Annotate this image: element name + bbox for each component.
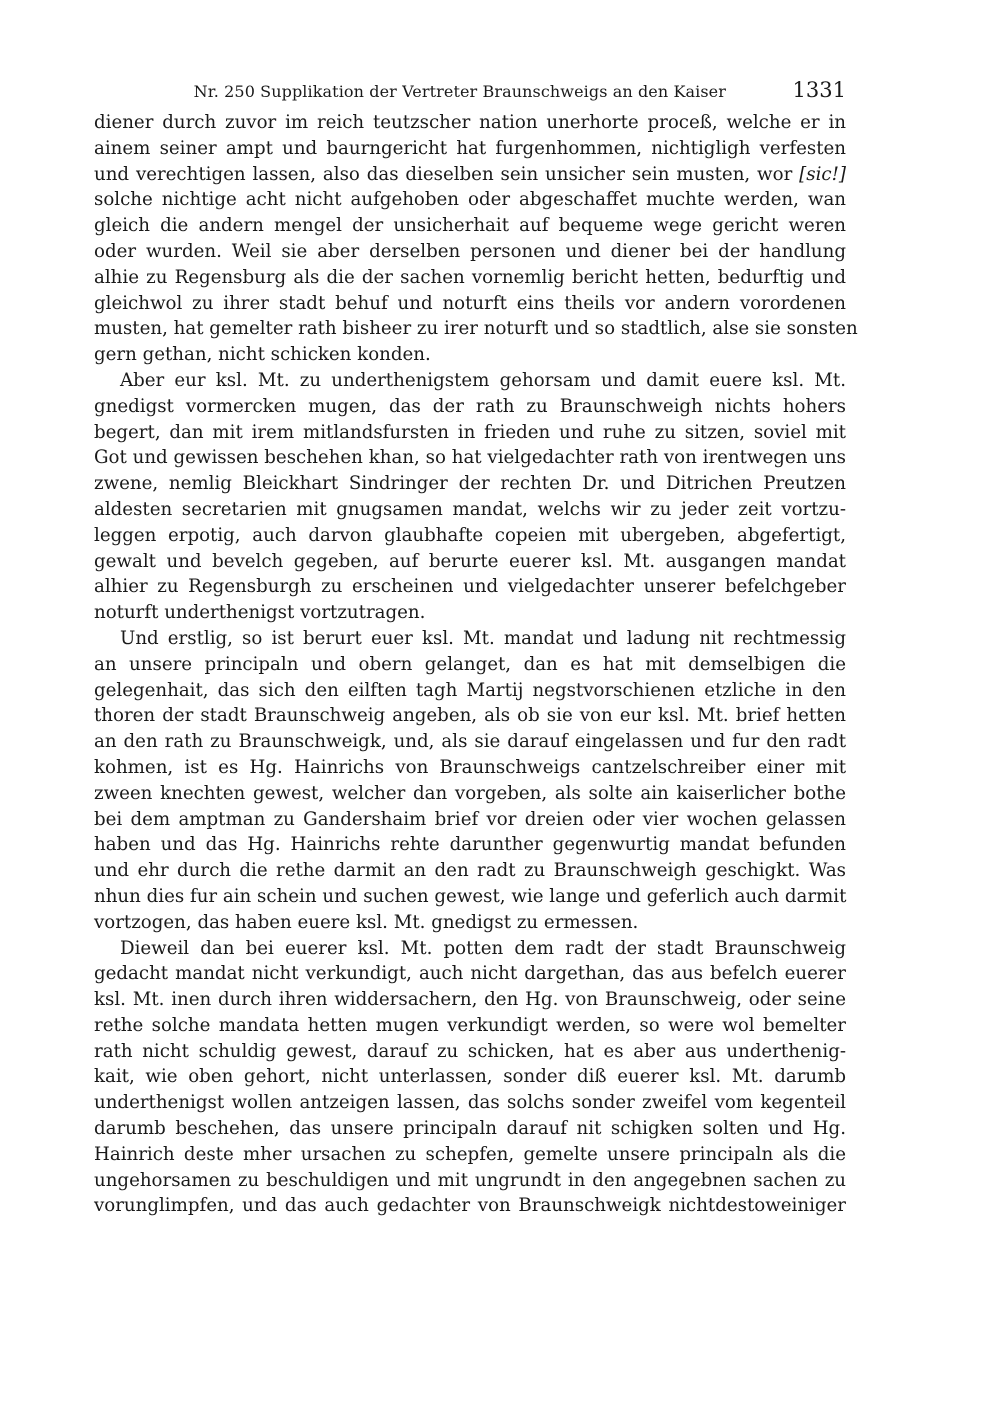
text-line: kohmen, ist es Hg. Hainrichs von Braunschweigs cantzelschreiber einer mit xyxy=(94,756,846,778)
text-line: alhie zu Regensburg als die der sachen vornemlig bericht hetten, bedurftig und xyxy=(94,266,846,288)
text-line: aldesten secretarien mit gnugsamen mandat, welchs wir zu jeder zeit vortzu- xyxy=(94,498,846,520)
text-line: zween knechten gewest, welcher dan vorgeben, als solte ain kaiserlicher bothe xyxy=(94,782,846,804)
text-line: und ehr durch die rethe darmit an den radt zu Braunschweigh geschigkt. Was xyxy=(94,860,846,882)
text-line: haben und das Hg. Hainrichs rehte darunther gegenwurtig mandat befunden xyxy=(94,834,846,856)
text-line: gleichwol zu ihrer stadt behuf und noturft eins theils vor andern vorordenen xyxy=(94,292,846,314)
text-line: gewalt und bevelch gegeben, auf berurte euerer ksl. Mt. ausgangen mandat xyxy=(94,550,846,572)
text-line: vortzogen, das haben euere ksl. Mt. gnedigst zu ermessen. xyxy=(94,911,639,933)
body-text xyxy=(94,110,858,1219)
text-line: oder wurden. Weil sie aber derselben personen und diener bei der handlung xyxy=(94,240,846,262)
paragraph-4 xyxy=(94,936,846,1220)
text-line: vorunglimpfen, und das auch gedachter von Braunschweigk nichtdestoweiniger xyxy=(94,1195,846,1217)
text-line: musten, hat gemelter rath bisheer zu irer noturft und so stadtlich, alse sie sonsten xyxy=(94,318,858,340)
text-line: Und erstlig, so ist berurt euer ksl. Mt. mandat und ladung nit rechtmessig xyxy=(120,627,846,649)
text-line-content: und verechtigen lassen, also das dieselben sein unsicher sein musten, wor xyxy=(94,163,793,185)
text-line: zwene, nemlig Bleickhart Sindringer der rechten Dr. und Ditrichen Preutzen xyxy=(94,473,846,495)
text-line: gedacht mandat nicht verkundigt, auch nicht dargethan, das aus befelch euerer xyxy=(94,963,846,985)
text-line: gleich die andern mengel der unsicherhait auf bequeme wege gericht weren xyxy=(94,215,846,237)
text-line xyxy=(94,162,846,188)
page-number: 1331 xyxy=(792,78,846,102)
text-line: ainem seiner ampt und baurngericht hat furgenhommen, nichtigligh verfesten xyxy=(94,137,846,159)
running-header xyxy=(94,70,846,110)
text-line: ungehorsamen zu beschuldigen und mit ungrundt in den angegebnen sachen zu xyxy=(94,1169,846,1191)
text-line: nhun dies fur ain schein und suchen gewest, wie lange und geferlich auch darmit xyxy=(94,885,847,907)
text-line: noturft underthenigst vortzutragen. xyxy=(94,602,426,624)
text-line: gern gethan, nicht schicken konden. xyxy=(94,344,431,366)
text-line: leggen erpotig, auch darvon glaubhafte copeien mit ubergeben, abgefertigt, xyxy=(94,524,846,546)
text-line: thoren der stadt Braunschweig angeben, als ob sie von eur ksl. Mt. brief hetten xyxy=(94,705,846,727)
text-line: an unsere principaln und obern gelanget, dan es hat mit demselbigen die xyxy=(94,653,846,675)
text-line: rethe solche mandata hetten mugen verkundigt werden, so were wol bemelter xyxy=(94,1014,846,1036)
text-line: ksl. Mt. inen durch ihren widdersachern, den Hg. von Braunschweig, oder seine xyxy=(94,989,846,1011)
text-line: an den rath zu Braunschweigk, und, als sie darauf eingelassen und fur den radt xyxy=(94,731,846,753)
text-line: Got und gewissen beschehen khan, so hat vielgedachter rath von irentwegen uns xyxy=(94,447,846,469)
running-header-title: Nr. 250 Supplikation der Vertreter Braunschweigs an den Kaiser xyxy=(193,82,726,101)
paragraph-1 xyxy=(94,110,858,368)
text-line: Dieweil dan bei euerer ksl. Mt. potten dem radt der stadt Braunschweig xyxy=(120,937,846,959)
text-line: darumb beschehen, das unsere principaln darauf nit schigken solten und Hg. xyxy=(94,1118,846,1140)
sic-marker: [sic!] xyxy=(799,163,846,185)
document-page xyxy=(94,70,858,1219)
text-line: gelegenhait, das sich den eilften tagh Martij negstvorschienen etzliche in den xyxy=(94,679,846,701)
paragraph-3 xyxy=(94,626,846,936)
text-line: solche nichtige acht nicht aufgehoben oder abgeschaffet muchte werden, wan xyxy=(94,189,846,211)
text-line: rath nicht schuldig gewest, darauf zu schicken, hat es aber aus underthenig- xyxy=(94,1040,846,1062)
paragraph-2 xyxy=(94,368,846,626)
text-line: bei dem amptman zu Gandershaim brief vor dreien oder vier wochen gelassen xyxy=(94,808,846,830)
text-line: gnedigst vormercken mugen, das der rath zu Braunschweigh nichts hohers xyxy=(94,395,846,417)
text-line: Hainrich deste mher ursachen zu schepfen, gemelte unsere principaln als die xyxy=(94,1143,846,1165)
text-line: kait, wie oben gehort, nicht unterlassen, sonder diß euerer ksl. Mt. darumb xyxy=(94,1066,846,1088)
text-line: diener durch zuvor im reich teutzscher nation unerhorte proceß, welche er in xyxy=(94,112,846,133)
text-line: Aber eur ksl. Mt. zu underthenigstem gehorsam und damit euere ksl. Mt. xyxy=(120,369,846,391)
text-line: alhier zu Regensburgh zu erscheinen und vielgedachter unserer befelchgeber xyxy=(94,576,846,598)
text-line: underthenigst wollen antzeigen lassen, das solchs sonder zweifel vom kegenteil xyxy=(94,1092,846,1114)
text-line: begert, dan mit irem mitlandsfursten in frieden und ruhe zu sitzen, soviel mit xyxy=(94,421,846,443)
